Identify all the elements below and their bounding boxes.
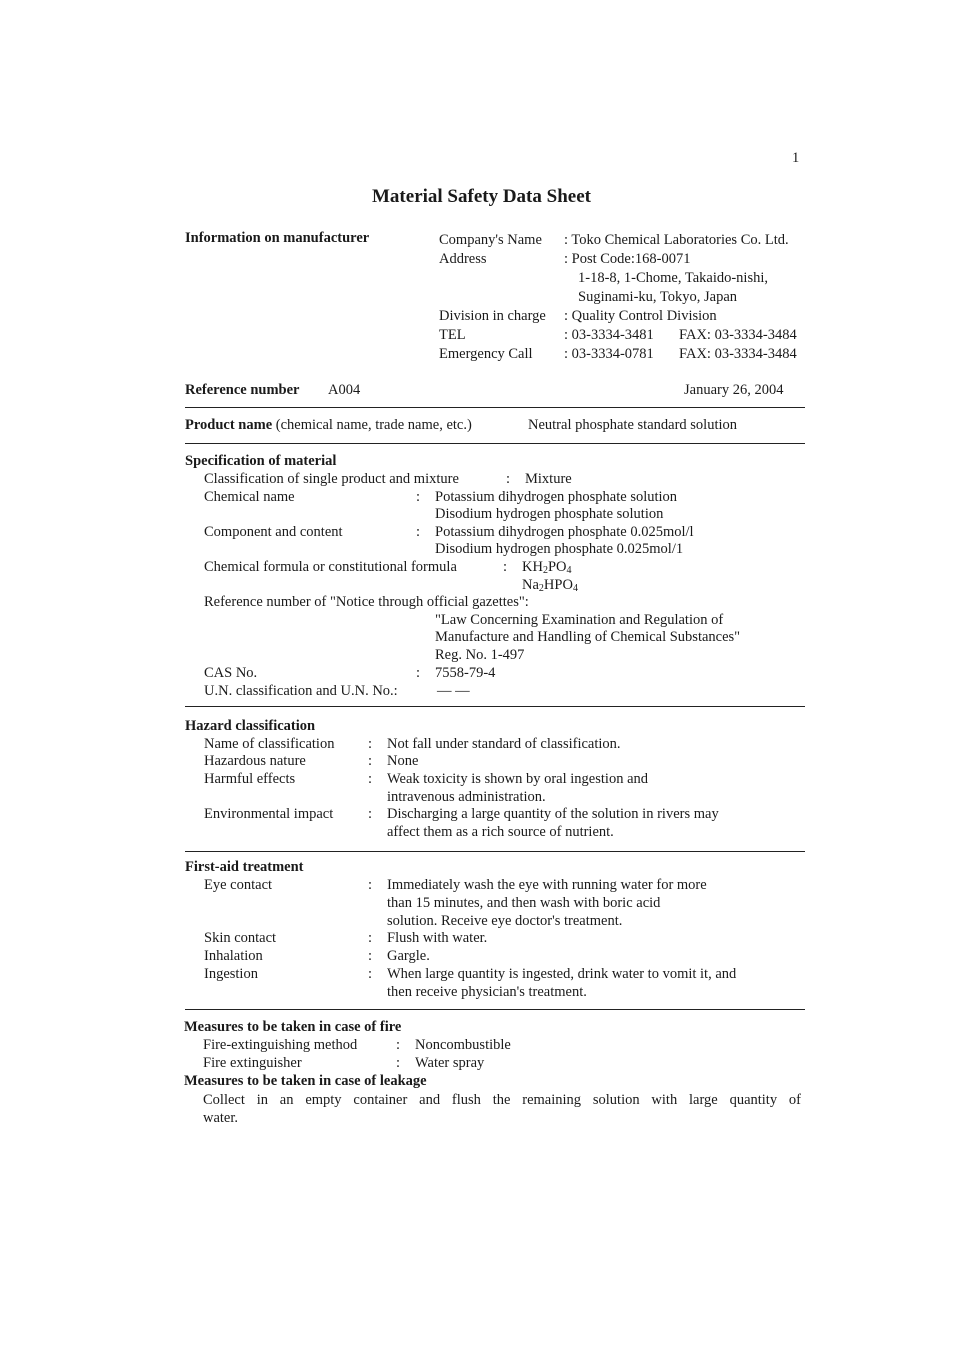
eye-contact-2: than 15 minutes, and then wash with boric acid — [387, 895, 661, 911]
environmental-impact-label: Environmental impact — [204, 806, 334, 822]
ingestion-2: then receive physician's treatment. — [387, 984, 587, 1000]
fire-method-value: Noncombustible — [415, 1037, 511, 1053]
component-label: Component and content — [204, 524, 343, 540]
address-line-3: Suginami-ku, Tokyo, Japan — [578, 289, 738, 305]
colon: : — [368, 806, 373, 822]
skin-contact-label: Skin contact — [204, 930, 277, 946]
chemical-name-2: Disodium hydrogen phosphate solution — [435, 506, 664, 522]
reference-value: A004 — [328, 382, 361, 398]
company-value: : Toko Chemical Laboratories Co. Ltd. — [564, 232, 789, 248]
product-label-note: (chemical name, trade name, etc.) — [275, 417, 472, 433]
leakage-heading: Measures to be taken in case of leakage — [184, 1073, 427, 1089]
harmful-effects-2: intravenous administration. — [387, 789, 546, 805]
address-line-1: : Post Code:168-0071 — [564, 251, 691, 267]
specification-heading: Specification of material — [185, 453, 337, 469]
inhalation-label: Inhalation — [204, 948, 263, 964]
colon: : — [368, 948, 373, 964]
classification-name-value: Not fall under standard of classification. — [387, 736, 621, 752]
colon: : — [368, 930, 373, 946]
harmful-effects-label: Harmful effects — [204, 771, 296, 787]
un-label: U.N. classification and U.N. No.: — [204, 683, 398, 699]
product-row — [185, 416, 472, 434]
hazard-nature-value: None — [387, 753, 419, 769]
formula-label: Chemical formula or constitutional formula — [204, 559, 457, 575]
inhalation-value: Gargle. — [387, 948, 430, 964]
colon: : — [368, 753, 373, 769]
eye-contact-1: Immediately wash the eye with running water for more — [387, 877, 707, 893]
colon: : — [368, 966, 373, 982]
colon: : — [416, 489, 421, 505]
fire-heading: Measures to be taken in case of fire — [184, 1019, 402, 1035]
divider — [185, 443, 805, 444]
reference-label: Reference number — [185, 382, 300, 398]
divider — [185, 851, 805, 852]
gazette-1: "Law Concerning Examination and Regulation of — [435, 612, 724, 628]
component-1: Potassium dihydrogen phosphate 0.025mol/l — [435, 524, 694, 540]
colon: : — [416, 524, 421, 540]
first-aid-heading: First-aid treatment — [185, 859, 304, 875]
fire-extinguisher-value: Water spray — [415, 1055, 485, 1071]
ingestion-1: When large quantity is ingested, drink water to vomit it, and — [387, 966, 737, 982]
product-value: Neutral phosphate standard solution — [528, 417, 737, 433]
division-label: Division in charge — [439, 308, 546, 324]
chemical-name-1: Potassium dihydrogen phosphate solution — [435, 489, 678, 505]
address-label: Address — [439, 251, 487, 267]
colon: : — [368, 877, 373, 893]
tel-fax: FAX: 03-3334-3484 — [679, 327, 797, 343]
formula-1: $KH_2PO_4$ — [522, 559, 572, 576]
eye-contact-label: Eye contact — [204, 877, 273, 893]
classification-label: Classification of single product and mixture — [204, 471, 459, 487]
tel-value: : 03-3334-3481 — [564, 327, 654, 343]
tel-label: TEL — [439, 327, 466, 343]
cas-value: 7558-79-4 — [435, 665, 496, 681]
hazard-nature-label: Hazardous nature — [204, 753, 306, 769]
harmful-effects-1: Weak toxicity is shown by oral ingestion and — [387, 771, 648, 787]
classification-name-label: Name of classification — [204, 736, 335, 752]
gazette-3: Reg. No. 1-497 — [435, 647, 525, 663]
skin-contact-value: Flush with water. — [387, 930, 488, 946]
un-value: — — — [437, 683, 470, 699]
divider — [185, 407, 805, 408]
division-value: : Quality Control Division — [564, 308, 717, 324]
component-2: Disodium hydrogen phosphate 0.025mol/1 — [435, 541, 684, 557]
colon: : — [506, 471, 511, 487]
colon: : — [396, 1037, 401, 1053]
reference-date: January 26, 2004 — [684, 382, 784, 398]
colon: : — [396, 1055, 401, 1071]
colon: : — [368, 771, 373, 787]
address-line-2: 1-18-8, 1-Chome, Takaido-nishi, — [578, 270, 769, 286]
chemical-name-label: Chemical name — [204, 489, 295, 505]
leakage-text-2: water. — [203, 1110, 239, 1126]
divider — [185, 706, 805, 707]
gazette-2: Manufacture and Handling of Chemical Substances" — [435, 629, 741, 645]
environmental-impact-2: affect them as a rich source of nutrient. — [387, 824, 614, 840]
company-label: Company's Name — [439, 232, 542, 248]
emergency-value: : 03-3334-0781 — [564, 346, 654, 362]
manufacturer-heading: Information on manufacturer — [185, 230, 370, 246]
ingestion-label: Ingestion — [204, 966, 258, 982]
page-number: 1 — [792, 150, 800, 166]
colon: : — [368, 736, 373, 752]
cas-label: CAS No. — [204, 665, 258, 681]
leakage-text-1: Collect in an empty container and flush the remaining solution with large quantity of — [203, 1092, 801, 1108]
product-label: Product name — [185, 417, 273, 433]
classification-value: Mixture — [525, 471, 572, 487]
document-title: Material Safety Data Sheet — [372, 186, 591, 207]
colon: : — [416, 665, 421, 681]
hazard-heading: Hazard classification — [185, 718, 316, 734]
eye-contact-3: solution. Receive eye doctor's treatment. — [387, 913, 623, 929]
divider — [185, 1009, 805, 1010]
formula-2: $Na_2HPO_4$ — [522, 577, 578, 594]
environmental-impact-1: Discharging a large quantity of the solution in rivers may — [387, 806, 719, 822]
gazette-label: Reference number of "Notice through official gazettes": — [204, 594, 529, 610]
emergency-label: Emergency Call — [439, 346, 533, 362]
colon: : — [503, 559, 508, 575]
fire-method-label: Fire-extinguishing method — [203, 1037, 358, 1053]
emergency-fax: FAX: 03-3334-3484 — [679, 346, 797, 362]
fire-extinguisher-label: Fire extinguisher — [203, 1055, 302, 1071]
